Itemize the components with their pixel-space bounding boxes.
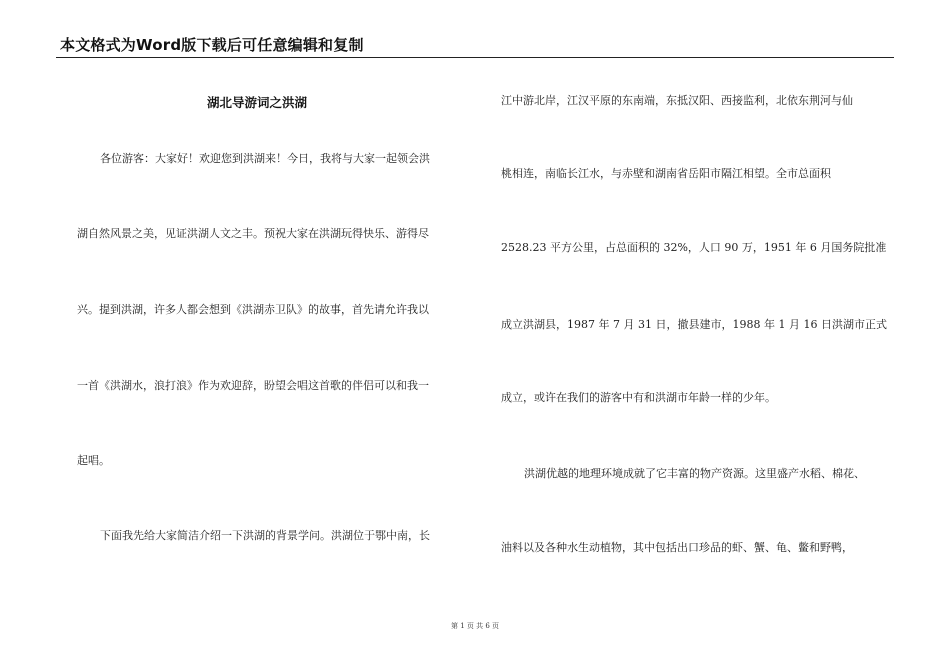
paragraph-line: 起唱。 — [77, 454, 110, 467]
paragraph-line: 湖自然风景之美，见证洪湖人文之丰。预祝大家在洪湖玩得快乐、游得尽 — [77, 227, 429, 240]
paragraph-line: 桃相连，南临长江水，与赤壁和湖南省岳阳市隔江相望。全市总面积 — [501, 167, 831, 180]
paragraph-line: 成立洪湖县，1987 年 7 月 31 日，撤县建市，1988 年 1 月 16 日洪湖市正式 — [501, 318, 887, 331]
paragraph-line: 油料以及各种水生动植物，其中包括出口珍品的虾、蟹、龟、鳖和野鸭， — [501, 541, 853, 554]
paragraph-line: 兴。提到洪湖，许多人都会想到《洪湖赤卫队》的故事，首先请允许我以 — [77, 303, 429, 316]
paragraph-line: 江中游北岸，江汉平原的东南端，东抵汉阳、西接监利，北依东荆河与仙 — [501, 94, 853, 107]
page-footer: 第 1 页 共 6 页 — [450, 622, 500, 630]
paragraph-line: 2528.23 平方公里，占总面积的 32%，人口 90 万，1951 年 6 月国务院批准 — [501, 241, 887, 254]
paragraph-line: 各位游客：大家好！欢迎您到洪湖来！今日，我将与大家一起领会洪 — [100, 152, 430, 165]
paragraph-line: 成立，或许在我们的游客中有和洪湖市年龄一样的少年。 — [501, 391, 776, 404]
paragraph-line: 洪湖优越的地理环境成就了它丰富的物产资源。这里盛产水稻、棉花、 — [524, 467, 865, 480]
paragraph-line: 下面我先给大家简洁介绍一下洪湖的背景学问。洪湖位于鄂中南，长 — [100, 529, 430, 542]
paragraph-line: 一首《洪湖水，浪打浪》作为欢迎辞，盼望会唱这首歌的伴侣可以和我一 — [77, 379, 429, 392]
header-divider — [56, 57, 894, 58]
header-banner: 本文格式为Word版下载后可任意编辑和复制 — [60, 36, 364, 54]
document-title: 湖北导游词之洪湖 — [207, 95, 308, 110]
